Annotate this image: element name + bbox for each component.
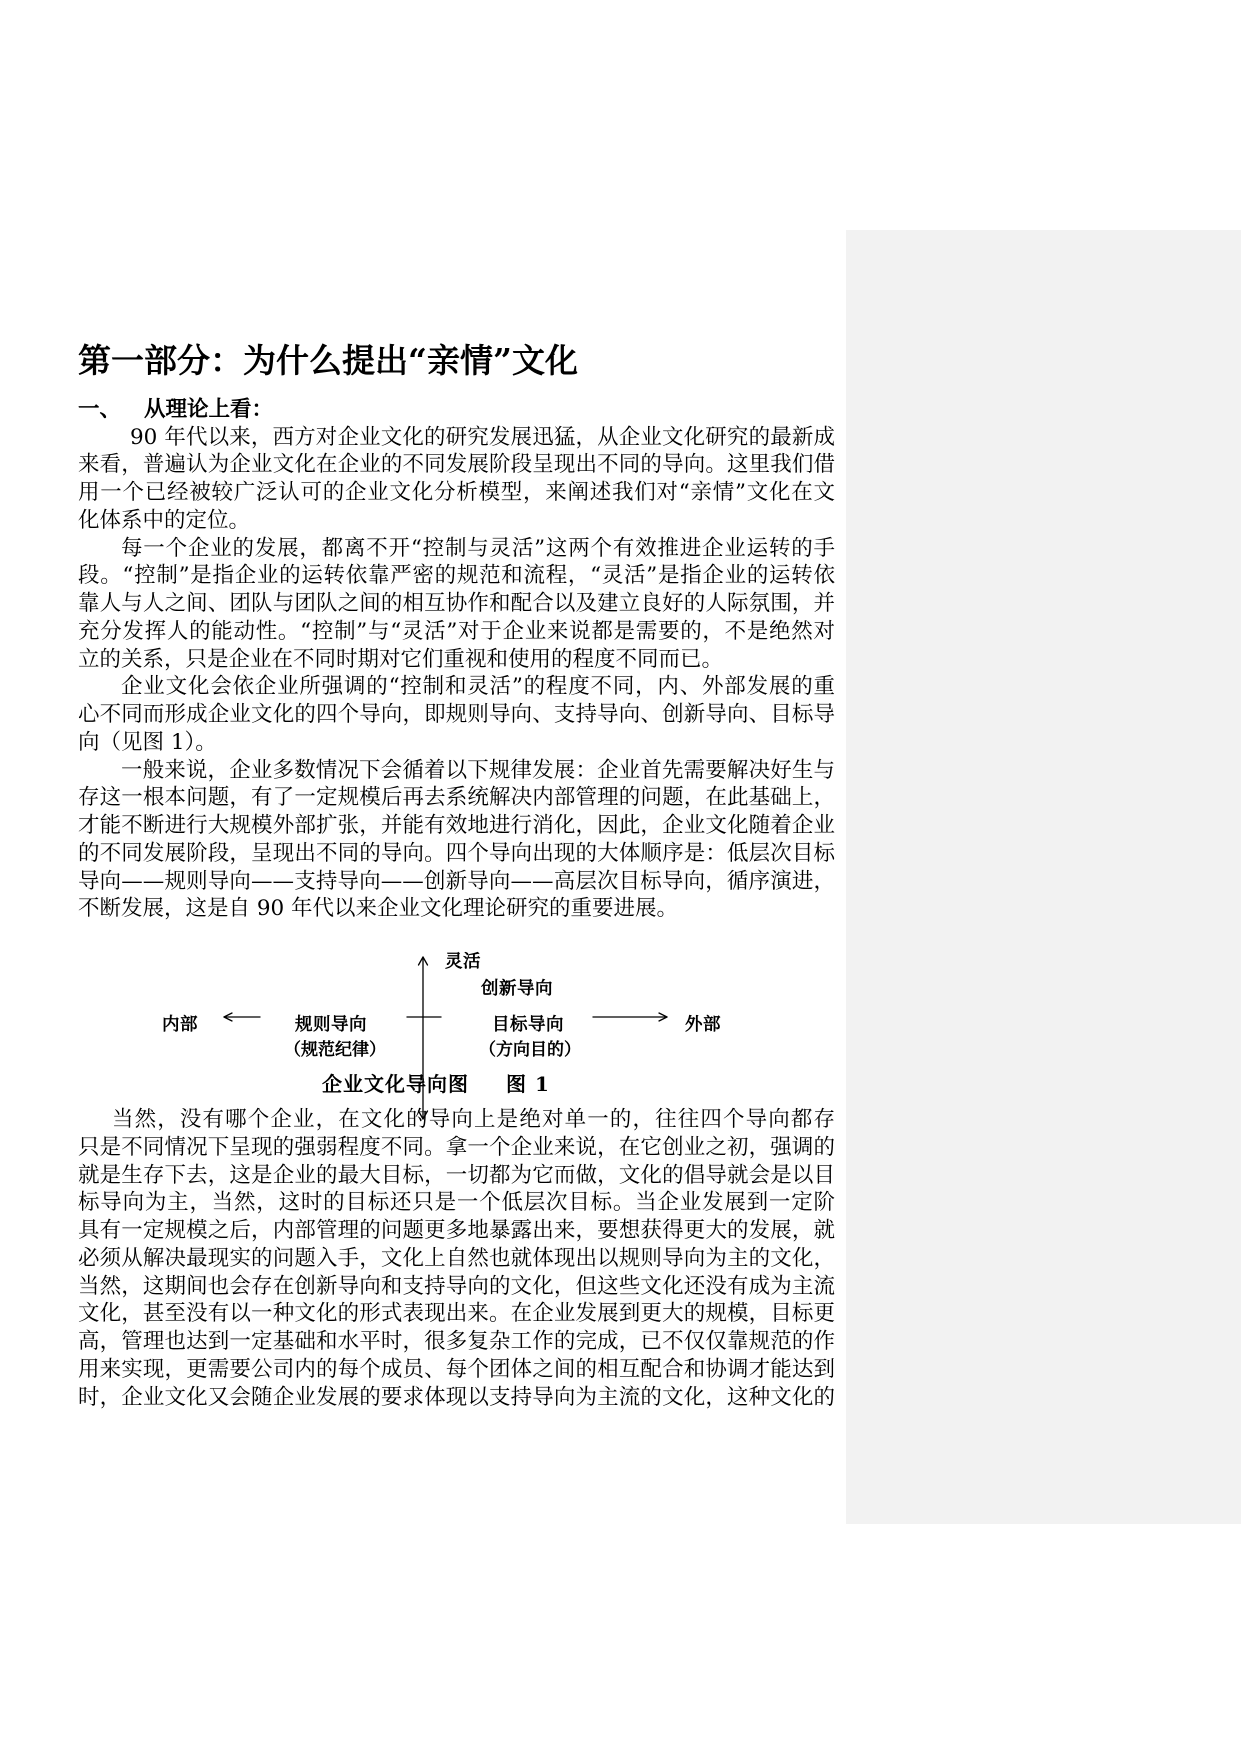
- text-line: 立的关系，只是企业在不同时期对它们重视和使用的程度不同而已。: [78, 646, 724, 672]
- text-line: 就是生存下去，这是企业的最大目标，一切都为它而做，文化的倡导就会是以目: [78, 1162, 835, 1188]
- text-line: 充分发挥人的能动性。“控制”与“灵活”对于企业来说都是需要的，不是绝然对: [78, 618, 835, 644]
- comment-pane: [846, 230, 1241, 1524]
- body-text-after-figure: [78, 1106, 835, 1411]
- text-line: 时，企业文化又会随企业发展的要求体现以支持导向为主流的文化，这种文化的: [78, 1384, 835, 1410]
- text-line: 存这一根本问题，有了一定规模后再去系统解决内部管理的问题，在此基础上，: [78, 785, 835, 811]
- text-line: 标导向为主，当然，这时的目标还只是一个低层次目标。当企业发展到一定阶: [78, 1190, 835, 1216]
- figure-right-quadrant-title: 目标导向: [492, 1015, 564, 1035]
- paragraph: [78, 1106, 835, 1411]
- text-line: 导向——规则导向——支持导向——创新导向——高层次目标导向，循序演进，: [78, 868, 835, 894]
- paragraph: [78, 673, 835, 756]
- text-line: 段。“控制”是指企业的运转依靠严密的规范和流程，“灵活”是指企业的运转依: [78, 563, 835, 589]
- paragraph: [78, 757, 835, 924]
- text-line: 企业文化会依企业所强调的“控制和灵活”的程度不同，内、外部发展的重: [121, 674, 835, 700]
- figure-left-quadrant-title: 规则导向: [295, 1015, 367, 1035]
- text-line: 必须从解决最现实的问题入手，文化上自然也就体现出以规则导向为主的文化，: [78, 1245, 835, 1271]
- text-line: 靠人与人之间、团队与团队之间的相互协作和配合以及建立良好的人际氛围，并: [78, 591, 835, 616]
- up-arrowhead-icon: [419, 957, 428, 965]
- figure-right-label: 外部: [685, 1015, 721, 1035]
- text-line: 心不同而形成企业文化的四个导向，即规则导向、支持导向、创新导向、目标导: [78, 702, 835, 727]
- culture-orientation-figure: [0, 940, 846, 1130]
- text-line: 文化，甚至没有以一种文化的形式表现出来。在企业发展到更大的规模，目标更: [78, 1301, 835, 1327]
- text-line: 化体系中的定位。: [78, 507, 251, 533]
- text-line: 来看，普遍认为企业文化在企业的不同发展阶段呈现出不同的导向。这里我们借: [78, 452, 835, 478]
- text-line: 不断发展，这是自 90 年代以来企业文化理论研究的重要进展。: [78, 896, 679, 922]
- text-line: 当然，这期间也会存在创新导向和支持导向的文化，但这些文化还没有成为主流: [78, 1273, 835, 1299]
- figure-number: 图 1: [506, 1072, 550, 1096]
- text-line: 一般来说，企业多数情况下会循着以下规律发展：企业首先需要解决好生与: [121, 757, 835, 783]
- text-line: 只是不同情况下呈现的强弱程度不同。拿一个企业来说，在它创业之初，强调的: [78, 1134, 835, 1160]
- page-title: 第一部分：为什么提出“亲情”文化: [78, 341, 578, 380]
- text-line: 用一个已经被较广泛认可的企业文化分析模型，来阐述我们对“亲情”文化在文: [78, 480, 835, 505]
- section-number: 一、: [78, 397, 122, 422]
- figure-left-label: 内部: [162, 1015, 198, 1035]
- section-heading: 从理论上看：: [144, 397, 274, 422]
- paragraph: [78, 424, 835, 535]
- text-line: 当然，没有哪个企业，在文化的导向上是绝对单一的，往往四个导向都存: [112, 1107, 835, 1132]
- text-line: 每一个企业的发展，都离不开“控制与灵活”这两个有效推进企业运转的手: [121, 535, 835, 561]
- figure-caption: 企业文化导向图: [322, 1072, 469, 1096]
- paragraph: [78, 535, 835, 674]
- figure-upper-right-label: 创新导向: [481, 979, 553, 999]
- body-text-before-figure: [78, 424, 835, 924]
- right-arrowhead-icon: [659, 1013, 667, 1021]
- text-line: 高，管理也达到一定基础和水平时，很多复杂工作的完成，已不仅仅靠规范的作: [78, 1329, 835, 1354]
- figure-top-label: 灵活: [445, 952, 481, 972]
- text-line: 用来实现，更需要公司内的每个成员、每个团体之间的相互配合和协调才能达到: [78, 1356, 835, 1382]
- text-line: 才能不断进行大规模外部扩张，并能有效地进行消化，因此，企业文化随着企业: [78, 813, 835, 838]
- text-line: 向（见图 1）。: [78, 729, 217, 755]
- text-line: 的不同发展阶段，呈现出不同的导向。四个导向出现的大体顺序是：低层次目标: [78, 840, 835, 866]
- text-line: 90 年代以来，西方对企业文化的研究发展迅猛，从企业文化研究的最新成: [130, 424, 835, 450]
- figure-right-quadrant-subtitle: （方向目的）: [479, 1040, 581, 1060]
- figure-left-quadrant-subtitle: （规范纪律）: [284, 1040, 386, 1060]
- text-line: 具有一定规模之后，内部管理的问题更多地暴露出来，要想获得更大的发展，就: [78, 1218, 835, 1243]
- left-arrowhead-icon: [224, 1013, 232, 1021]
